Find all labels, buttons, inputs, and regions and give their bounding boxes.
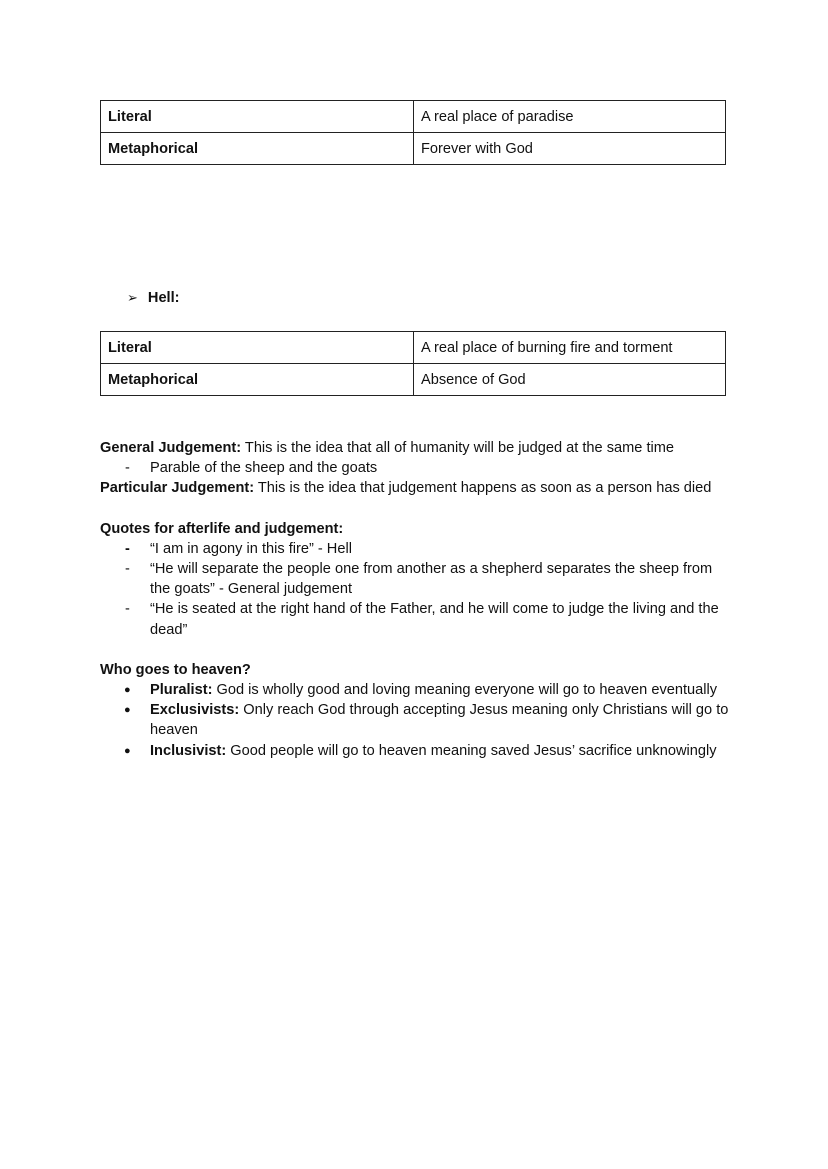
bullet-dot-icon: ● [124, 744, 131, 757]
list-item [100, 599, 730, 639]
particular-judgement-paragraph [100, 478, 730, 498]
table-row [101, 101, 726, 133]
table-row [101, 332, 726, 364]
arrow-bullet-icon: ➢ [127, 290, 138, 305]
bullet-dot-icon: ● [124, 684, 131, 697]
view-label: Inclusivist: [150, 742, 227, 759]
hell-heading [127, 290, 180, 306]
general-judgement-paragraph [100, 438, 730, 458]
quotes-heading: Quotes for afterlife and judgement: [100, 520, 344, 537]
table-cell-meaning: Absence of God [414, 364, 726, 396]
table-cell-meaning: A real place of paradise [414, 101, 726, 133]
hell-heading-text: Hell: [147, 290, 180, 306]
view-label: Pluralist: [150, 682, 213, 699]
quote-text: “He will separate the people one from another as a shepherd separates the sheep from the goats” - General judgement [150, 561, 713, 598]
particular-judgement-text: This is the idea that judgement happens as soon as a person has died [254, 480, 712, 497]
table-cell-term: Metaphorical [101, 133, 414, 165]
dash-bullet-icon: - [125, 460, 130, 477]
table-cell-meaning: A real place of burning fire and torment [414, 332, 726, 364]
list-item [100, 539, 730, 559]
dash-bullet-icon: - [125, 561, 130, 578]
table-row [101, 364, 726, 396]
table-cell-term: Literal [101, 101, 414, 133]
list-item [100, 741, 730, 761]
quote-text: “He is seated at the right hand of the Father, and he will come to judge the living and the dead” [150, 601, 719, 638]
particular-judgement-label: Particular Judgement: [100, 480, 255, 497]
dash-bullet-icon: - [125, 601, 130, 618]
table-cell-term: Literal [101, 332, 414, 364]
hell-interpretation-table [100, 331, 726, 396]
bullet-dot-icon: ● [124, 704, 131, 717]
table-row [101, 133, 726, 165]
quote-text: “I am in agony in this fire” - Hell [150, 540, 352, 557]
judgement-section [100, 438, 730, 761]
view-text: God is wholly good and loving meaning everyone will go to heaven eventually [212, 682, 718, 699]
view-label: Exclusivists: [150, 702, 240, 719]
view-text: Good people will go to heaven meaning saved Jesus’ sacrifice unknowingly [226, 742, 717, 759]
list-item [100, 559, 730, 599]
list-item-text: Parable of the sheep and the goats [150, 460, 378, 477]
dash-bullet-icon: - [125, 540, 130, 557]
table-cell-term: Metaphorical [101, 364, 414, 396]
list-item [100, 680, 730, 700]
list-item [100, 458, 730, 478]
general-judgement-label: General Judgement: [100, 440, 242, 456]
general-judgement-text: This is the idea that all of humanity will be judged at the same time [241, 440, 675, 456]
heaven-interpretation-table [100, 100, 726, 165]
table-cell-meaning: Forever with God [414, 133, 726, 165]
view-text: Only reach God through accepting Jesus meaning only Christians will go to heaven [150, 702, 729, 739]
list-item [100, 700, 730, 740]
who-goes-to-heaven-heading: Who goes to heaven? [100, 661, 251, 678]
